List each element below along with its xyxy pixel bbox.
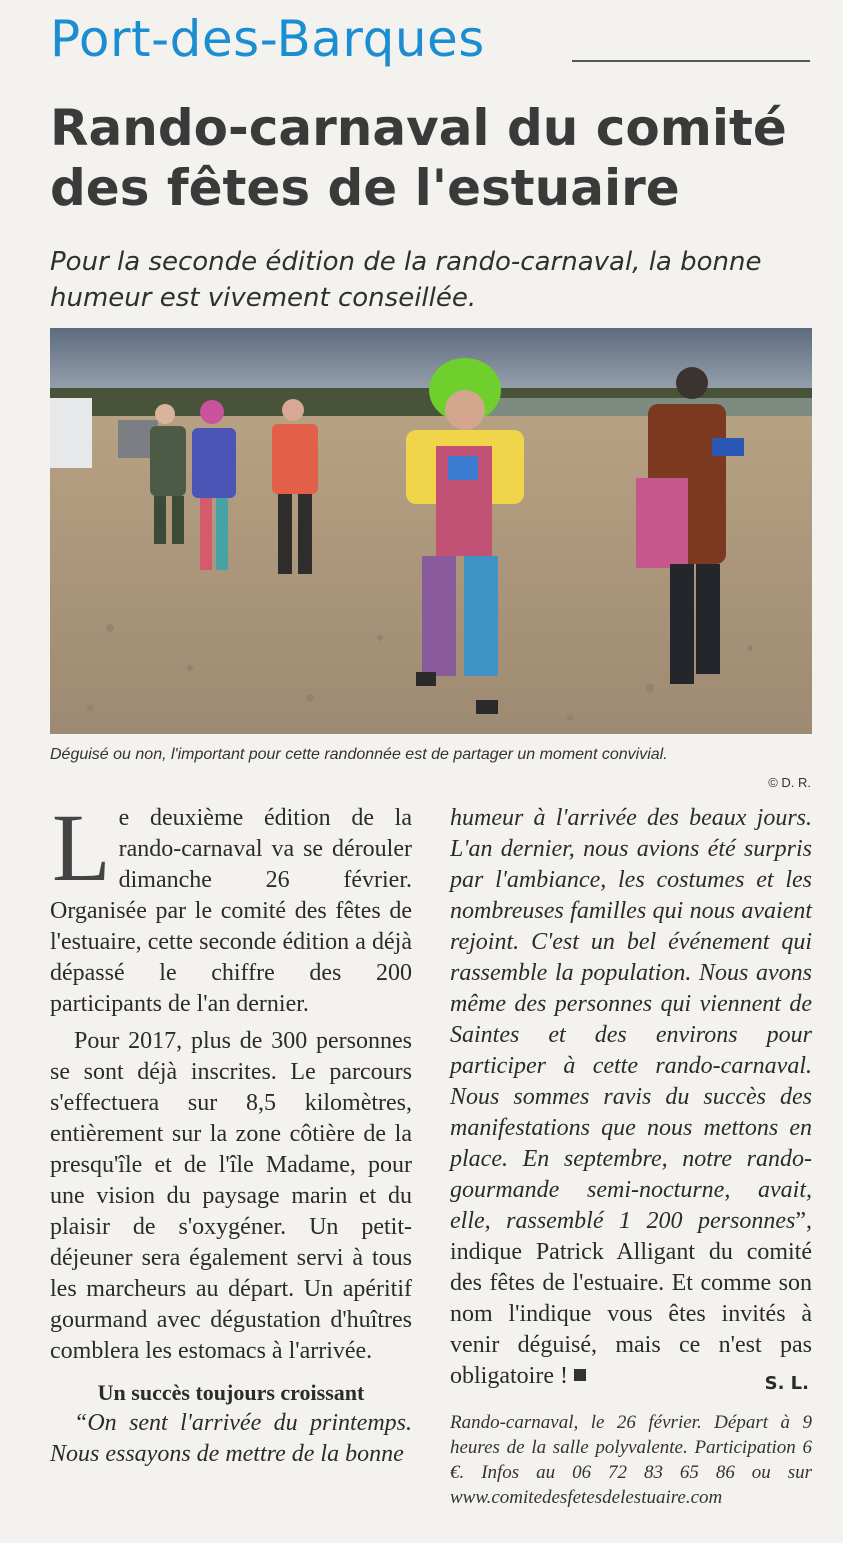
paragraph-1 — [50, 794, 412, 1020]
drop-cap: L — [52, 794, 111, 901]
headline — [50, 98, 830, 218]
photo-credit: © D. R. — [768, 775, 811, 790]
right-column — [450, 803, 812, 1392]
author-signature: S. L. — [764, 1373, 809, 1394]
left-column — [50, 794, 412, 1470]
paragraph-2: Pour 2017, plus de 300 personnes se sont déjà inscrites. Le parcours s'effectuera sur 8,5 kilomètres, entièrement sur la zone côtière de la presqu'île et de l'île Madame, pour une vision du paysage marin et du plaisir de s'oxygéner. Un petit-déjeuner sera également servi à tous les marcheurs au départ. Un apéritif gourmand avec dégustation d'huîtres comblera les estomacs à l'arrivée. — [50, 1028, 412, 1364]
end-mark-icon — [574, 1369, 586, 1381]
quote-start: “On sent l'arrivée du printemps. Nous essayons de mettre de la bonne — [50, 1410, 412, 1467]
headline-line-2: des fêtes de l'estuaire — [50, 159, 680, 217]
headline-line-1: Rando-carnaval du comité — [50, 99, 787, 157]
header-rule — [572, 60, 810, 62]
photo-caption: Déguisé ou non, l'important pour cette randonnée est de partager un moment convivial. — [50, 746, 668, 763]
quote-continued: humeur à l'arrivée des beaux jours. L'an dernier, nous avions été surpris par l'ambiance, les costumes et les nombreuses familles qui nous avaient rejoint. C'est un bel événement qui rassemble la population. Nous avons même des personnes qui viennent de Saintes et des environs pour participer à cette rando-carnaval. Nous sommes ravis du succès des manifestations que nous mettons en place. En septembre, notre rando-gourmande semi-nocturne, avait, elle, rassemblé 1 200 personnes — [450, 805, 812, 1234]
photo-illustration — [50, 328, 812, 734]
quote-attribution: ”, indique Patrick Alligant du comité des fêtes de l'estuaire. Et comme son nom l'indique vous êtes invités à venir déguisé, mais ce n'est pas obligatoire ! — [450, 1208, 812, 1389]
paragraph-1-text: e deuxième édition de la rando-carnaval va se dérouler dimanche 26 février. Organisée par le comité des fêtes de l'estuaire, cette seconde édition a déjà dépassé le chiffre des 200 participants de l'an dernier. — [50, 805, 412, 1017]
standfirst: Pour la seconde édition de la rando-carnaval, la bonne humeur est vivement conseillée. — [50, 247, 762, 313]
town-name: Port-des-Barques — [50, 10, 485, 68]
event-info-box: Rando-carnaval, le 26 février. Départ à 9 heures de la salle polyvalente. Participation 6 €. Infos au 06 72 83 65 86 ou sur www.comitedesfetesdelestuaire.com — [450, 1412, 812, 1508]
article-photo — [50, 328, 812, 734]
subheading: Un succès toujours croissant — [97, 1380, 365, 1405]
